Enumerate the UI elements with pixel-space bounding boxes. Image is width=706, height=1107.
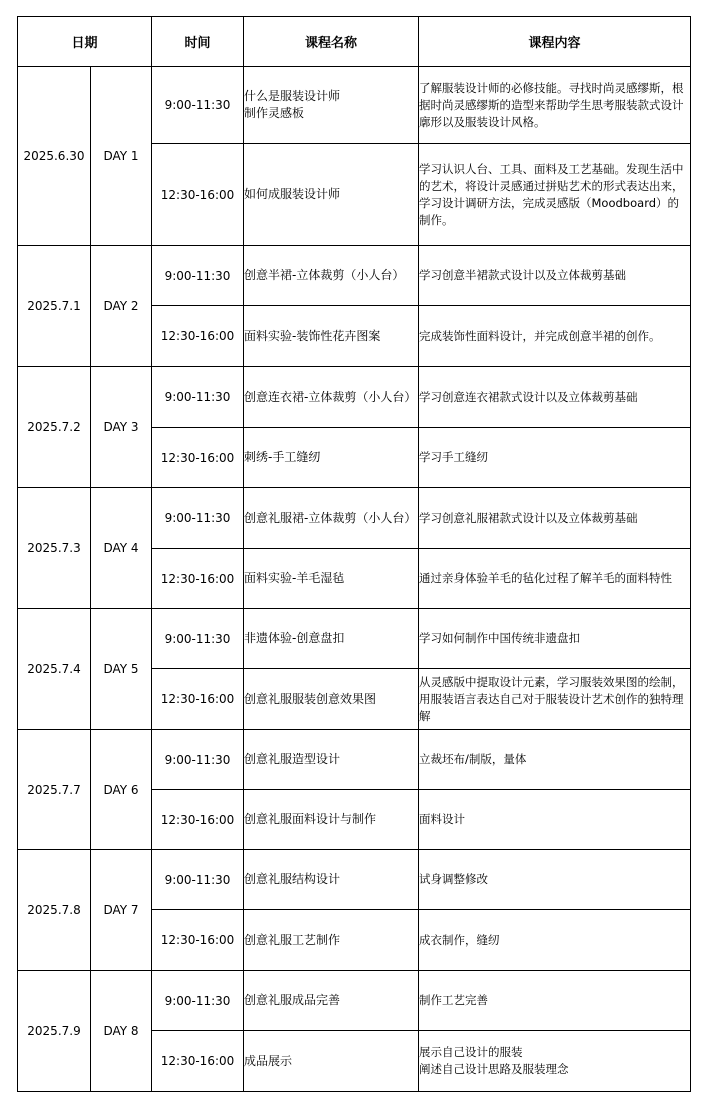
table-row	[18, 971, 691, 1031]
content-cell: 学习如何制作中国传统非遗盘扣	[419, 609, 691, 669]
date-cell: 2025.7.3	[18, 488, 91, 609]
date-cell: 2025.7.8	[18, 850, 91, 971]
course-cell: 创意半裙-立体裁剪（小人台）	[244, 246, 419, 306]
time-cell: 12:30-16:00	[152, 306, 244, 367]
content-cell: 成衣制作，缝纫	[419, 910, 691, 971]
header-time: 时间	[152, 17, 244, 67]
course-cell: 创意连衣裙-立体裁剪（小人台）	[244, 367, 419, 428]
time-cell: 12:30-16:00	[152, 669, 244, 730]
date-cell: 2025.7.9	[18, 971, 91, 1092]
time-cell: 9:00-11:30	[152, 971, 244, 1031]
header-row	[18, 17, 691, 67]
course-cell: 创意礼服造型设计	[244, 730, 419, 790]
content-cell: 学习创意礼服裙款式设计以及立体裁剪基础	[419, 488, 691, 549]
table-row	[18, 246, 691, 306]
course-cell: 创意礼服工艺制作	[244, 910, 419, 971]
time-cell: 12:30-16:00	[152, 428, 244, 488]
content-cell: 完成装饰性面料设计，并完成创意半裙的创作。	[419, 306, 691, 367]
time-cell: 9:00-11:30	[152, 850, 244, 910]
content-cell: 学习创意半裙款式设计以及立体裁剪基础	[419, 246, 691, 306]
date-cell: 2025.7.1	[18, 246, 91, 367]
time-cell: 9:00-11:30	[152, 367, 244, 428]
table-row	[18, 850, 691, 910]
date-cell: 2025.7.7	[18, 730, 91, 850]
course-cell: 刺绣-手工缝纫	[244, 428, 419, 488]
day-cell: DAY 3	[91, 367, 152, 488]
content-cell: 面料设计	[419, 790, 691, 850]
header-date: 日期	[18, 17, 152, 67]
date-cell: 2025.7.4	[18, 609, 91, 730]
table-row	[18, 367, 691, 428]
time-cell: 9:00-11:30	[152, 246, 244, 306]
day-cell: DAY 5	[91, 609, 152, 730]
day-cell: DAY 7	[91, 850, 152, 971]
course-cell: 创意礼服结构设计	[244, 850, 419, 910]
course-cell: 非遗体验-创意盘扣	[244, 609, 419, 669]
day-cell: DAY 1	[91, 67, 152, 246]
time-cell: 9:00-11:30	[152, 67, 244, 144]
time-cell: 9:00-11:30	[152, 488, 244, 549]
course-cell: 如何成服装设计师	[244, 144, 419, 246]
date-cell: 2025.7.2	[18, 367, 91, 488]
schedule-table	[17, 16, 691, 1092]
table-row	[18, 488, 691, 549]
course-cell: 成品展示	[244, 1031, 419, 1092]
course-cell: 什么是服装设计师 制作灵感板	[244, 67, 419, 144]
course-cell: 创意礼服面料设计与制作	[244, 790, 419, 850]
course-cell: 面料实验-羊毛湿毡	[244, 549, 419, 609]
table-row	[18, 609, 691, 669]
course-cell: 创意礼服成品完善	[244, 971, 419, 1031]
time-cell: 9:00-11:30	[152, 609, 244, 669]
table-row	[18, 67, 691, 144]
time-cell: 12:30-16:00	[152, 790, 244, 850]
table-row	[18, 730, 691, 790]
time-cell: 12:30-16:00	[152, 144, 244, 246]
header-course: 课程名称	[244, 17, 419, 67]
course-cell: 面料实验-装饰性花卉图案	[244, 306, 419, 367]
date-cell: 2025.6.30	[18, 67, 91, 246]
content-cell: 通过亲身体验羊毛的毡化过程了解羊毛的面料特性	[419, 549, 691, 609]
day-cell: DAY 6	[91, 730, 152, 850]
course-cell: 创意礼服裙-立体裁剪（小人台）	[244, 488, 419, 549]
content-cell: 学习手工缝纫	[419, 428, 691, 488]
content-cell: 学习认识人台、工具、面料及工艺基础。发现生活中的艺术，将设计灵感通过拼贴艺术的形式表达出来，学习设计调研方法，完成灵感版（Moodboard）的制作。	[419, 144, 691, 246]
content-cell: 试身调整修改	[419, 850, 691, 910]
day-cell: DAY 4	[91, 488, 152, 609]
time-cell: 12:30-16:00	[152, 1031, 244, 1092]
content-cell: 从灵感版中提取设计元素，学习服装效果图的绘制，用服装语言表达自己对于服装设计艺术创作的独特理解	[419, 669, 691, 730]
content-cell: 展示自己设计的服装 阐述自己设计思路及服装理念	[419, 1031, 691, 1092]
course-cell: 创意礼服服装创意效果图	[244, 669, 419, 730]
time-cell: 12:30-16:00	[152, 549, 244, 609]
day-cell: DAY 8	[91, 971, 152, 1092]
day-cell: DAY 2	[91, 246, 152, 367]
time-cell: 9:00-11:30	[152, 730, 244, 790]
time-cell: 12:30-16:00	[152, 910, 244, 971]
content-cell: 了解服装设计师的必修技能。寻找时尚灵感缪斯，根据时尚灵感缪斯的造型来帮助学生思考服装款式设计廓形以及服装设计风格。	[419, 67, 691, 144]
content-cell: 学习创意连衣裙款式设计以及立体裁剪基础	[419, 367, 691, 428]
content-cell: 制作工艺完善	[419, 971, 691, 1031]
content-cell: 立裁坯布/制版，量体	[419, 730, 691, 790]
header-content: 课程内容	[419, 17, 691, 67]
